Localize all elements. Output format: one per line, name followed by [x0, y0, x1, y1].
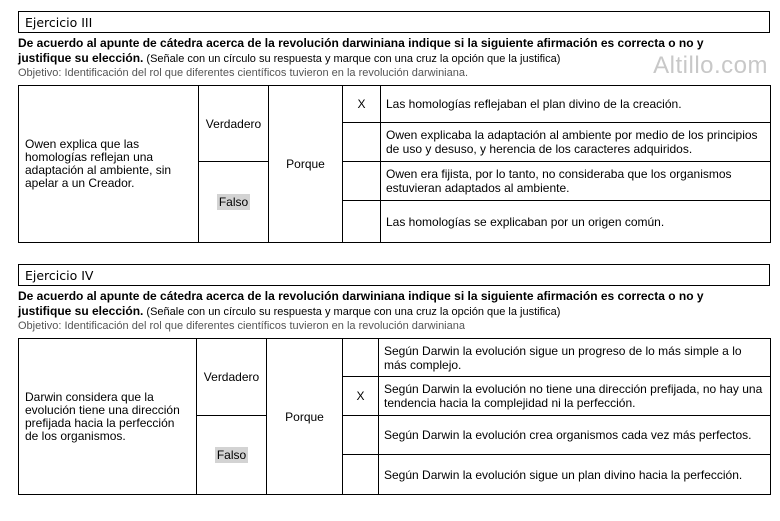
- option-text-1: Según Darwin la evolución sigue un progreso de lo más simple a lo más complejo.: [379, 339, 771, 377]
- exercise-title: Ejercicio III: [18, 11, 770, 33]
- instruction-note: (Señale con un círculo su respuesta y marque con una cruz la opción que la justifica): [143, 306, 561, 318]
- option-text-1: Las homologías reflejaban el plan divino de la creación.: [381, 86, 771, 123]
- because-label: Porque: [267, 339, 343, 495]
- exercise-objective: Objetivo: Identificación del rol que diferentes científicos tuvieron en la revolución darwiniana.: [18, 67, 469, 79]
- option-mark-3[interactable]: [343, 416, 379, 455]
- exercise-instruction: [18, 36, 770, 67]
- option-text-2: Según Darwin la evolución no tiene una dirección prefijada, no hay una tendencia hacia la complejidad ni la perfección.: [379, 377, 771, 416]
- instruction-line-2: justifique su elección.: [18, 304, 144, 318]
- statement: Darwin considera que la evolución tiene una dirección prefijada hacia la perfección de los organismos.: [19, 339, 197, 495]
- exercise-instruction: [18, 289, 770, 320]
- watermark: Altillo.com: [653, 52, 768, 79]
- option-mark-2[interactable]: X: [343, 377, 379, 416]
- option-mark-2[interactable]: [343, 123, 381, 162]
- true-option[interactable]: Verdadero: [197, 339, 267, 416]
- exercise-4-table: [18, 338, 771, 495]
- false-option-label: Falso: [216, 448, 247, 462]
- option-mark-1[interactable]: [343, 339, 379, 377]
- option-text-4: Según Darwin la evolución sigue un plan divino hacia la perfección.: [379, 455, 771, 495]
- exercise-3-table: [18, 85, 771, 243]
- because-label: Porque: [269, 86, 343, 243]
- instruction-note: (Señale con un círculo su respuesta y marque con una cruz la opción que la justifica): [143, 53, 561, 65]
- option-text-3: Según Darwin la evolución crea organismos cada vez más perfectos.: [379, 416, 771, 455]
- false-option[interactable]: [199, 162, 269, 243]
- option-text-4: Las homologías se explicaban por un origen común.: [381, 201, 771, 243]
- instruction-line-1: De acuerdo al apunte de cátedra acerca de la revolución darwiniana indique si la siguiente afirmación es correcta o no y: [18, 36, 704, 50]
- instruction-line-1: De acuerdo al apunte de cátedra acerca de la revolución darwiniana indique si la siguiente afirmación es correcta o no y: [18, 289, 704, 303]
- false-option[interactable]: [197, 416, 267, 495]
- option-text-2: Owen explicaba la adaptación al ambiente por medio de los principios de uso y desuso, y herencia de los caracteres adquiridos.: [381, 123, 771, 162]
- exercise-4-header: [18, 264, 770, 333]
- option-mark-1[interactable]: X: [343, 86, 381, 123]
- true-option[interactable]: Verdadero: [199, 86, 269, 162]
- option-mark-4[interactable]: [343, 201, 381, 243]
- statement: Owen explica que las homologías reflejan una adaptación al ambiente, sin apelar a un Creador.: [19, 86, 199, 243]
- option-mark-4[interactable]: [343, 455, 379, 495]
- false-option-label: Falso: [218, 195, 249, 209]
- exercise-objective: Objetivo: Identificación del rol que diferentes científicos tuvieron en la revolución darwiniana: [18, 320, 465, 332]
- exercise-3-header: [18, 11, 770, 80]
- option-text-3: Owen era fijista, por lo tanto, no consideraba que los organismos estuvieran adaptados al ambiente.: [381, 162, 771, 201]
- instruction-line-2: justifique su elección.: [18, 51, 144, 65]
- exercise-title: Ejercicio IV: [18, 264, 770, 286]
- option-mark-3[interactable]: [343, 162, 381, 201]
